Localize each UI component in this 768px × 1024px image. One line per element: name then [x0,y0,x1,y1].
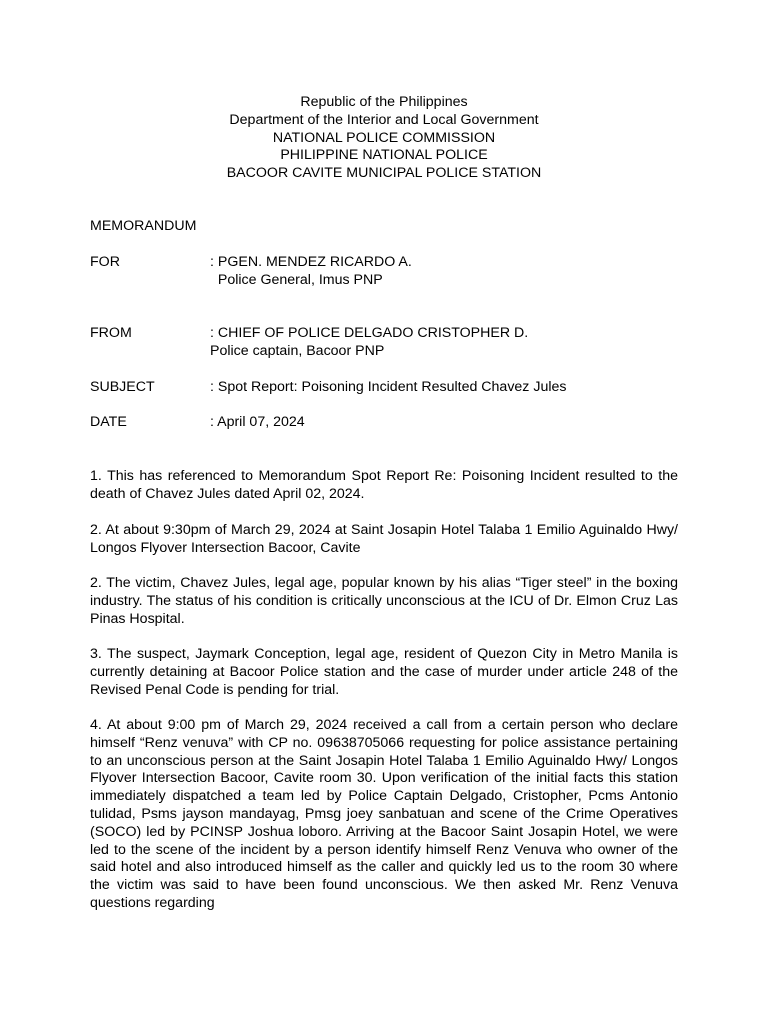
letterhead-line-republic: Republic of the Philippines [300,94,468,110]
field-from-value-line2: Police captain, Bacoor PNP [210,343,385,359]
letterhead-line-dilg: Department of the Interior and Local Government [229,111,539,128]
field-for-label: FOR [90,254,120,270]
field-subject-label: SUBJECT [90,379,155,395]
letterhead-line-pnp: PHILIPPINE NATIONAL POLICE [280,147,488,164]
field-for-value: : PGEN. MENDEZ RICARDO A. [210,254,412,270]
field-from-label: FROM [90,325,132,341]
field-date-label: DATE [90,414,127,430]
memo-title: MEMORANDUM [90,218,197,234]
field-date-value: : April 07, 2024 [210,414,305,430]
paragraph-5: 4. At about 9:00 pm of March 29, 2024 received a call from a certain person who declare himself “Renz venuva” with CP no. 09638705066 requesting for police assistance pertaining to an unconscious person at the Saint Josapin Hotel Talaba 1 Emilio Aguinaldo Hwy/ Longos Flyover Intersection Bacoor, Cavite room 30. Upon verification of the initial facts this station immediately dispatched a team led by Police Captain Delgado, Cristopher, Pcms Antonio tulidad, Psms jayson mandayag, Pmsg joey sanbatuan and scene of the Crime Operatives (SOCO) led by PCINSP Joshua loboro. Arriving at the Bacoor Saint Josapin Hotel, we were led to the scene of the incident by a person identify himself Renz Venuva who owner of the said hotel and also introduced himself as the caller and quickly led us to the room 30 where the victim was said to have been found unconscious. We then asked Mr. Renz Venuva questions regarding [90,717,678,911]
field-subject-value: : Spot Report: Poisoning Incident Resulted Chavez Jules [210,379,567,395]
paragraph-2: 2. At about 9:30pm of March 29, 2024 at Saint Josapin Hotel Talaba 1 Emilio Aguinaldo Hwy/ Longos Flyover Intersection Bacoor, Cavite [90,522,678,556]
letterhead-line-station: BACOOR CAVITE MUNICIPAL POLICE STATION [226,165,542,182]
paragraph-3: 2. The victim, Chavez Jules, legal age, popular known by his alias “Tiger steel” in the boxing industry. The status of his condition is critically unconscious at the ICU of Dr. Elmon Cruz Las Pinas Hospital. [90,575,678,627]
field-from-value: : CHIEF OF POLICE DELGADO CRISTOPHER D. [210,325,529,341]
letterhead [0,94,768,183]
letterhead-line-napolcom: NATIONAL POLICE COMMISSION [272,129,496,146]
field-for-value-line2: Police General, Imus PNP [210,272,383,288]
paragraph-4: 3. The suspect, Jaymark Conception, legal age, resident of Quezon City in Metro Manila is currently detaining at Bacoor Police station and the case of murder under article 248 of the Revised Penal Code is pending for trial. [90,646,678,698]
paragraph-1: 1. This has referenced to Memorandum Spot Report Re: Poisoning Incident resulted to the death of Chavez Jules dated April 02, 2024. [90,468,678,502]
